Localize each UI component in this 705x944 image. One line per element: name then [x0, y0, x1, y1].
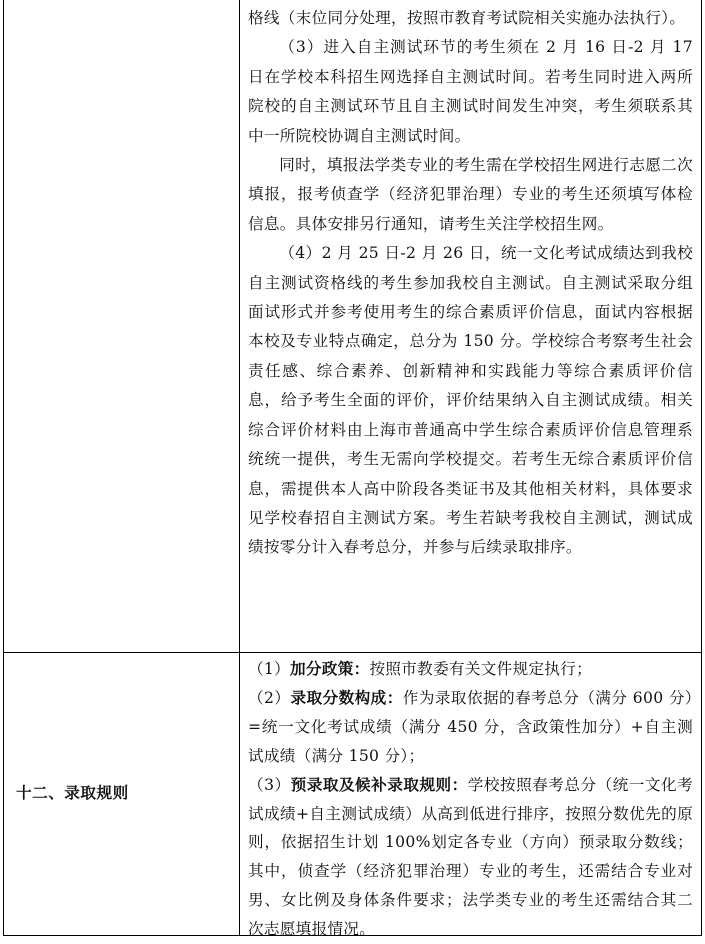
row-content	[248, 4, 693, 563]
rule-number: （2）	[248, 688, 291, 707]
rule-number: （3）	[248, 775, 291, 794]
paragraph-item-3: （3）进入自主测试环节的考生须在 2 月 16 日-2 月 17 日在学校本科招生网选择自主测试时间。若考生同时进入两所院校的自主测试环节且自主测试时间发生冲突，考生须联系其中一所院校协调自主测试时间。	[248, 38, 693, 145]
rule-item-2	[248, 684, 693, 771]
column-divider	[239, 653, 240, 935]
table-row-test-process	[4, 0, 701, 653]
rule-number: （1）	[248, 660, 291, 678]
rule-title: 预录取及候补录取规则：	[290, 775, 468, 794]
paragraph-second-application: 同时，填报法学类专业的考生需在学校招生网进行志愿二次填报，报考侦查学（经济犯罪治理）专业的考生还须填写体检信息。具体安排另行通知，请考生关注学校招生网。	[248, 156, 693, 233]
paragraph-continuation: 格线（末位同分处理，按照市教育考试院相关实施办法执行）。	[248, 9, 686, 27]
paragraph-item-4: （4）2 月 25 日-2 月 26 日，统一文化考试成绩达到我校自主测试资格线的考生参加我校自主测试。自主测试采取分组面试形式并参考使用考生的综合素质评价信息，面试内容根据本校及专业特点确定，总分为 150 分。学校综合考察考生社会责任感、综合素养、创新精神和实践能力等综合素质评价信息，给予考生全面的评价，评价结果纳入自主测试成绩。相关综合评价材料由上海市普通高中学生综合素质评价信息管理系统统一提供，考生无需向学校提交。若考生无综合素质评价信息，需提供本人高中阶段各类证书及其他相关材料，具体要求见学校春招自主测试方案。考生若缺考我校自主测试，测试成绩按零分计入春考总分，并参与后续录取排序。	[248, 244, 693, 557]
row-content	[248, 655, 693, 944]
rule-text: 按照市教委有关文件规定执行；	[369, 660, 593, 678]
rule-item-3	[248, 771, 693, 944]
row-label: 十二、录取规则	[16, 784, 129, 802]
rule-text: 作为录取依据的春考总分（满分 600 分）=统一文化考试成绩（满分 450 分，含政策性加分）+自主测试成绩（满分 150 分）；	[248, 688, 693, 765]
admission-table	[3, 0, 702, 939]
column-divider	[239, 0, 240, 652]
rule-title: 录取分数构成：	[290, 688, 403, 707]
rule-title: 加分政策：	[290, 660, 370, 678]
table-row-admission-rules	[4, 653, 701, 939]
rule-text: 学校按照春考总分（统一文化考试成绩+自主测试成绩）从高到低进行排序，按照分数优先的原则，依据招生计划 100%划定各专业（方向）预录取分数线；其中，侦查学（经济犯罪治理）专业的考生，还需结合专业对男、女比例及身体条件要求；法学类专业的考生还需结合其二次志愿填报情况。	[248, 775, 693, 939]
rule-item-1	[248, 655, 693, 684]
